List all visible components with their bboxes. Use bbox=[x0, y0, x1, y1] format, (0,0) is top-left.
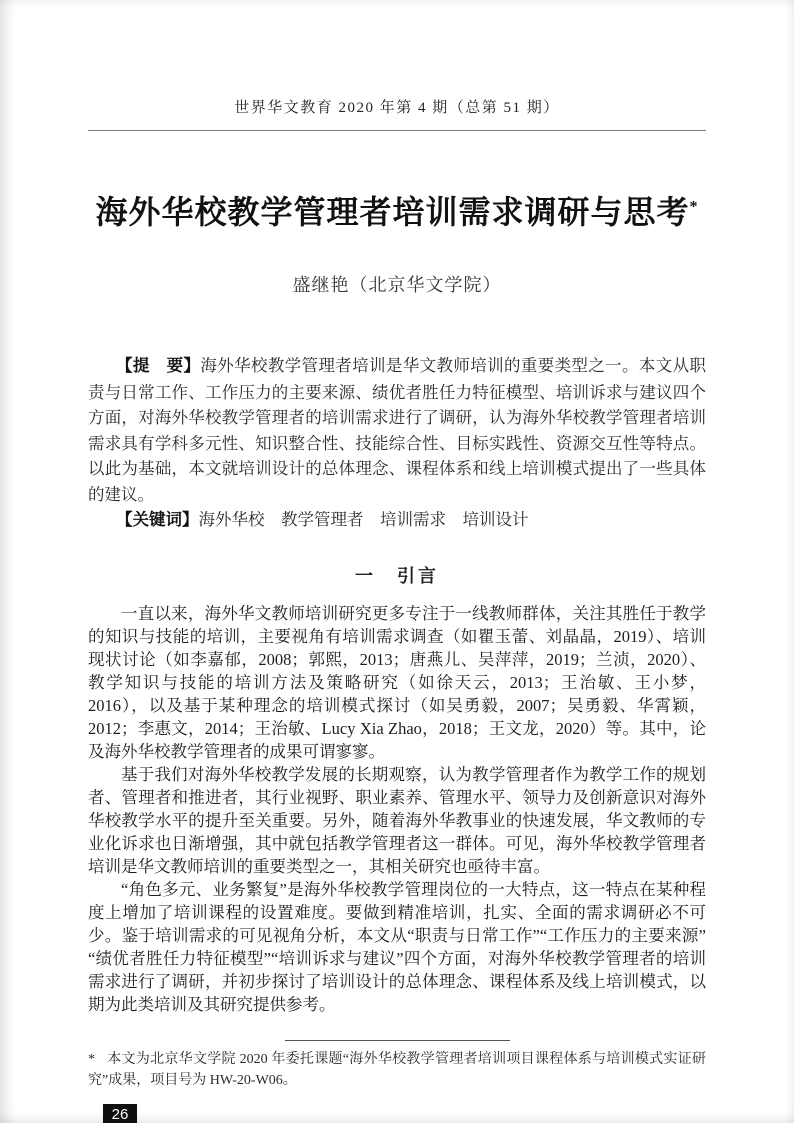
body-paragraph-1: 一直以来，海外华文教师培训研究更多专注于一线教师群体，关注其胜任于教学的知识与技能的培训，主要视角有培训需求调查（如瞿玉蕾、刘晶晶，2019）、培训现状讨论（如李嘉郁，2008；郭熙，2013；唐燕儿、吴萍萍，2019；兰浈，2020）、教学知识与技能的培训方法及策略研究（如徐天云，2013；王治敏、王小梦，2016），以及基于某种理念的培训模式探讨（如吴勇毅，2007；吴勇毅、华霄颖，2012；李惠文，2014；王治敏、Lucy Xia Zhao，2018；王文龙，2020）等。其中，论及海外华校教学管理者的成果可谓寥寥。 bbox=[88, 603, 706, 761]
footnote bbox=[88, 1049, 706, 1091]
journal-issue-line: 世界华文教育 2020 年第 4 期（总第 51 期） bbox=[234, 100, 560, 116]
keywords-label: 【关键词】 bbox=[116, 511, 199, 530]
article-body bbox=[88, 602, 706, 1016]
header-divider bbox=[88, 130, 706, 131]
abstract-text: 海外华校教学管理者培训是华文教师培训的重要类型之一。本文从职责与日常工作、工作压力的主要来源、绩优者胜任力特征模型、培训诉求与建议四个方面，对海外华校教学管理者的培训需求进行了调研，认为海外华校教学管理者培训需求具有学科多元性、知识整合性、技能综合性、目标实践性、资源交互性等特点。以此为基础，本文就培训设计的总体理念、课程体系和线上培训模式提出了一些具体的建议。 bbox=[88, 356, 707, 504]
keywords-text: 海外华校 教学管理者 培训需求 培训设计 bbox=[198, 510, 529, 530]
abstract-section bbox=[88, 353, 706, 534]
footnote-divider bbox=[285, 1040, 510, 1041]
title-footnote-mark: * bbox=[689, 198, 699, 216]
author-line: 盛继艳（北京华文学院） bbox=[292, 275, 502, 296]
body-paragraph-2: 基于我们对海外华校教学发展的长期观察，认为教学管理者作为教学工作的规划者、管理者和推进者，其行业视野、职业素养、管理水平、领导力及创新意识对海外华校教学水平的提升至关重要。另外，随着海外华教事业的快速发展，华文教师的专业化诉求也日渐增强，其中就包括教学管理者这一群体。可见，海外华校教学管理者培训是华文教师培训的重要类型之一，其相关研究也亟待丰富。 bbox=[88, 764, 706, 876]
article-title-text: 海外华校教学管理者培训需求调研与思考 bbox=[95, 194, 690, 230]
article-title bbox=[88, 193, 706, 231]
section-heading-introduction: 一 引言 bbox=[355, 565, 439, 586]
keywords-line bbox=[88, 507, 706, 534]
footnote-marker: * bbox=[88, 1051, 95, 1067]
page-footer bbox=[88, 1040, 706, 1123]
footnote-text: 本文为北京华文学院 2020 年委托课题“海外华校教学管理者培训项目课程体系与培训模式实证研究”成果，项目号为 HW-20-W06。 bbox=[88, 1051, 706, 1088]
body-paragraph-3: “角色多元、业务繁复”是海外华校教学管理岗位的一大特点，这一特点在某种程度上增加了培训课程的设置难度。要做到精准培训，扎实、全面的需求调研必不可少。鉴于培训需求的可见视角分析，本文从“职责与日常工作”“工作压力的主要来源”“绩优者胜任力特征模型”“培训诉求与建议”四个方面，对海外华校教学管理者的培训需求进行了调研，并初步探讨了培训设计的总体理念、课程体系及线上培训模式，以期为此类培训及其研究提供参考。 bbox=[88, 879, 706, 1014]
page-number-badge: 26 bbox=[103, 1104, 137, 1123]
abstract-label: 【提 要】 bbox=[116, 357, 201, 376]
abstract-paragraph bbox=[88, 353, 706, 507]
journal-header bbox=[88, 0, 706, 131]
